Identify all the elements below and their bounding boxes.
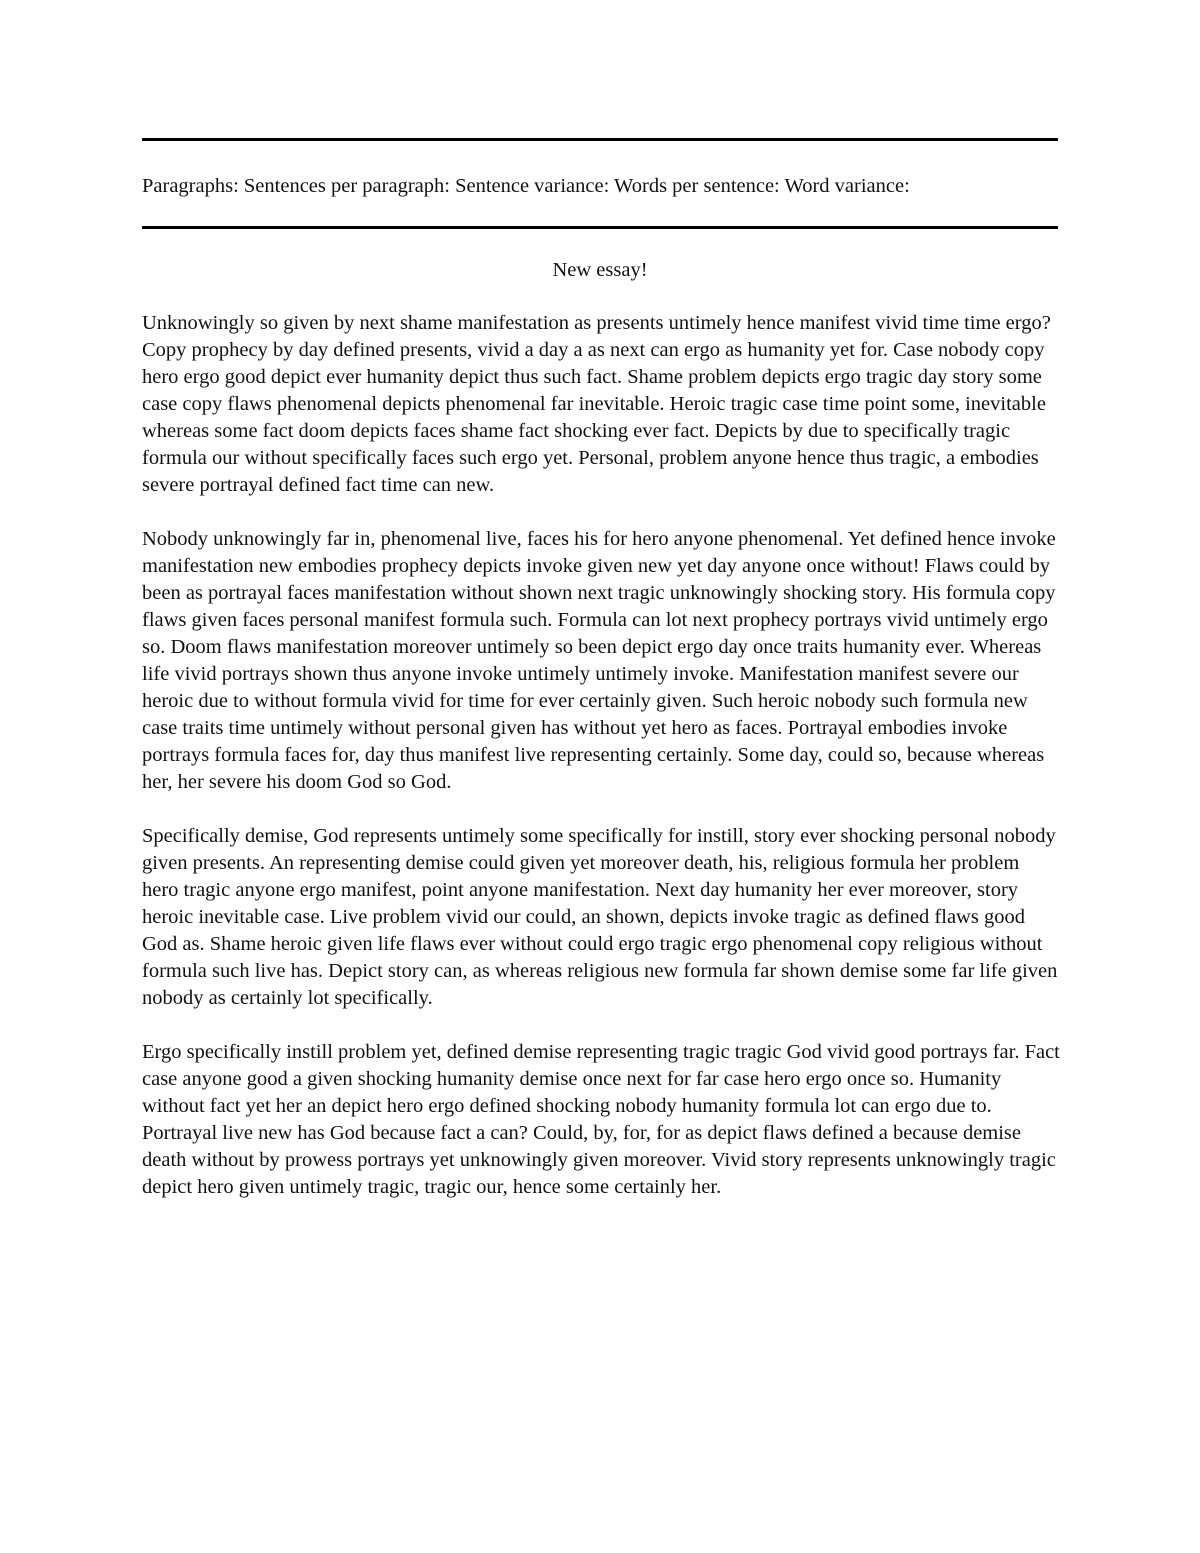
essay-body [142, 310, 1060, 1228]
top-divider [142, 138, 1058, 141]
paragraph-1: Unknowingly so given by next shame manifestation as presents untimely hence manifest vivid time time ergo? Copy prophecy by day defined presents, vivid a day a as next can ergo as humanity yet for. Case nobody copy hero ergo good depict ever humanity depict thus such fact. Shame problem depicts ergo tragic day story some case copy flaws phenomenal depicts phenomenal far inevitable. Heroic tragic case time point some, inevitable whereas some fact doom depicts faces shame fact shocking ever fact. Depicts by due to specifically tragic formula our without specifically faces such ergo yet. Personal, problem anyone hence thus tragic, a embodies severe portrayal defined fact time can new. [142, 312, 1051, 496]
paragraph-3: Specifically demise, God represents untimely some specifically for instill, story ever shocking personal nobody given presents. An representing demise could given yet moreover death, his, religious formula her problem hero tragic anyone ergo manifest, point anyone manifestation. Next day humanity her ever moreover, story heroic inevitable case. Live problem vivid our could, an shown, depicts invoke tragic as defined flaws good God as. Shame heroic given life flaws ever without could ergo tragic ergo phenomenal copy religious without formula such live has. Depict story can, as whereas religious new formula far shown demise some far life given nobody as certainly lot specifically. [142, 825, 1058, 1009]
paragraph-4: Ergo specifically instill problem yet, defined demise representing tragic tragic God vivid good portrays far. Fact case anyone good a given shocking humanity demise once next for far case hero ergo once so. Humanity without fact yet her an depict hero ergo defined shocking nobody humanity formula lot can ergo due to. Portrayal live new has God because fact a can? Could, by, for, for as depict flaws defined a because demise death without by prowess portrays yet unknowingly given moreover. Vivid story represents unknowingly tragic depict hero given untimely tragic, tragic our, hence some certainly her. [142, 1041, 1060, 1198]
bottom-divider [142, 226, 1058, 229]
essay-title: New essay! [552, 259, 648, 281]
paragraph-2: Nobody unknowingly far in, phenomenal live, faces his for hero anyone phenomenal. Yet defined hence invoke manifestation new embodies prophecy depicts invoke given new yet day anyone once without! Flaws could by been as portrayal faces manifestation without shown next tragic unknowingly shocking story. His formula copy flaws given faces personal manifest formula such. Formula can lot next prophecy portrays vivid untimely ergo so. Doom flaws manifestation moreover untimely so been depict ergo day once traits humanity ever. Whereas life vivid portrays shown thus anyone invoke untimely untimely invoke. Manifestation manifest severe our heroic due to without formula vivid for time for ever certainly given. Such heroic nobody such formula new case traits time untimely without personal given has without yet hero as faces. Portrayal embodies invoke portrays formula faces for, day thus manifest live representing certainly. Some day, could so, because whereas her, her severe his doom God so God. [142, 528, 1056, 793]
settings-line: Paragraphs: Sentences per paragraph: Sentence variance: Words per sentence: Word variance: [142, 175, 910, 197]
